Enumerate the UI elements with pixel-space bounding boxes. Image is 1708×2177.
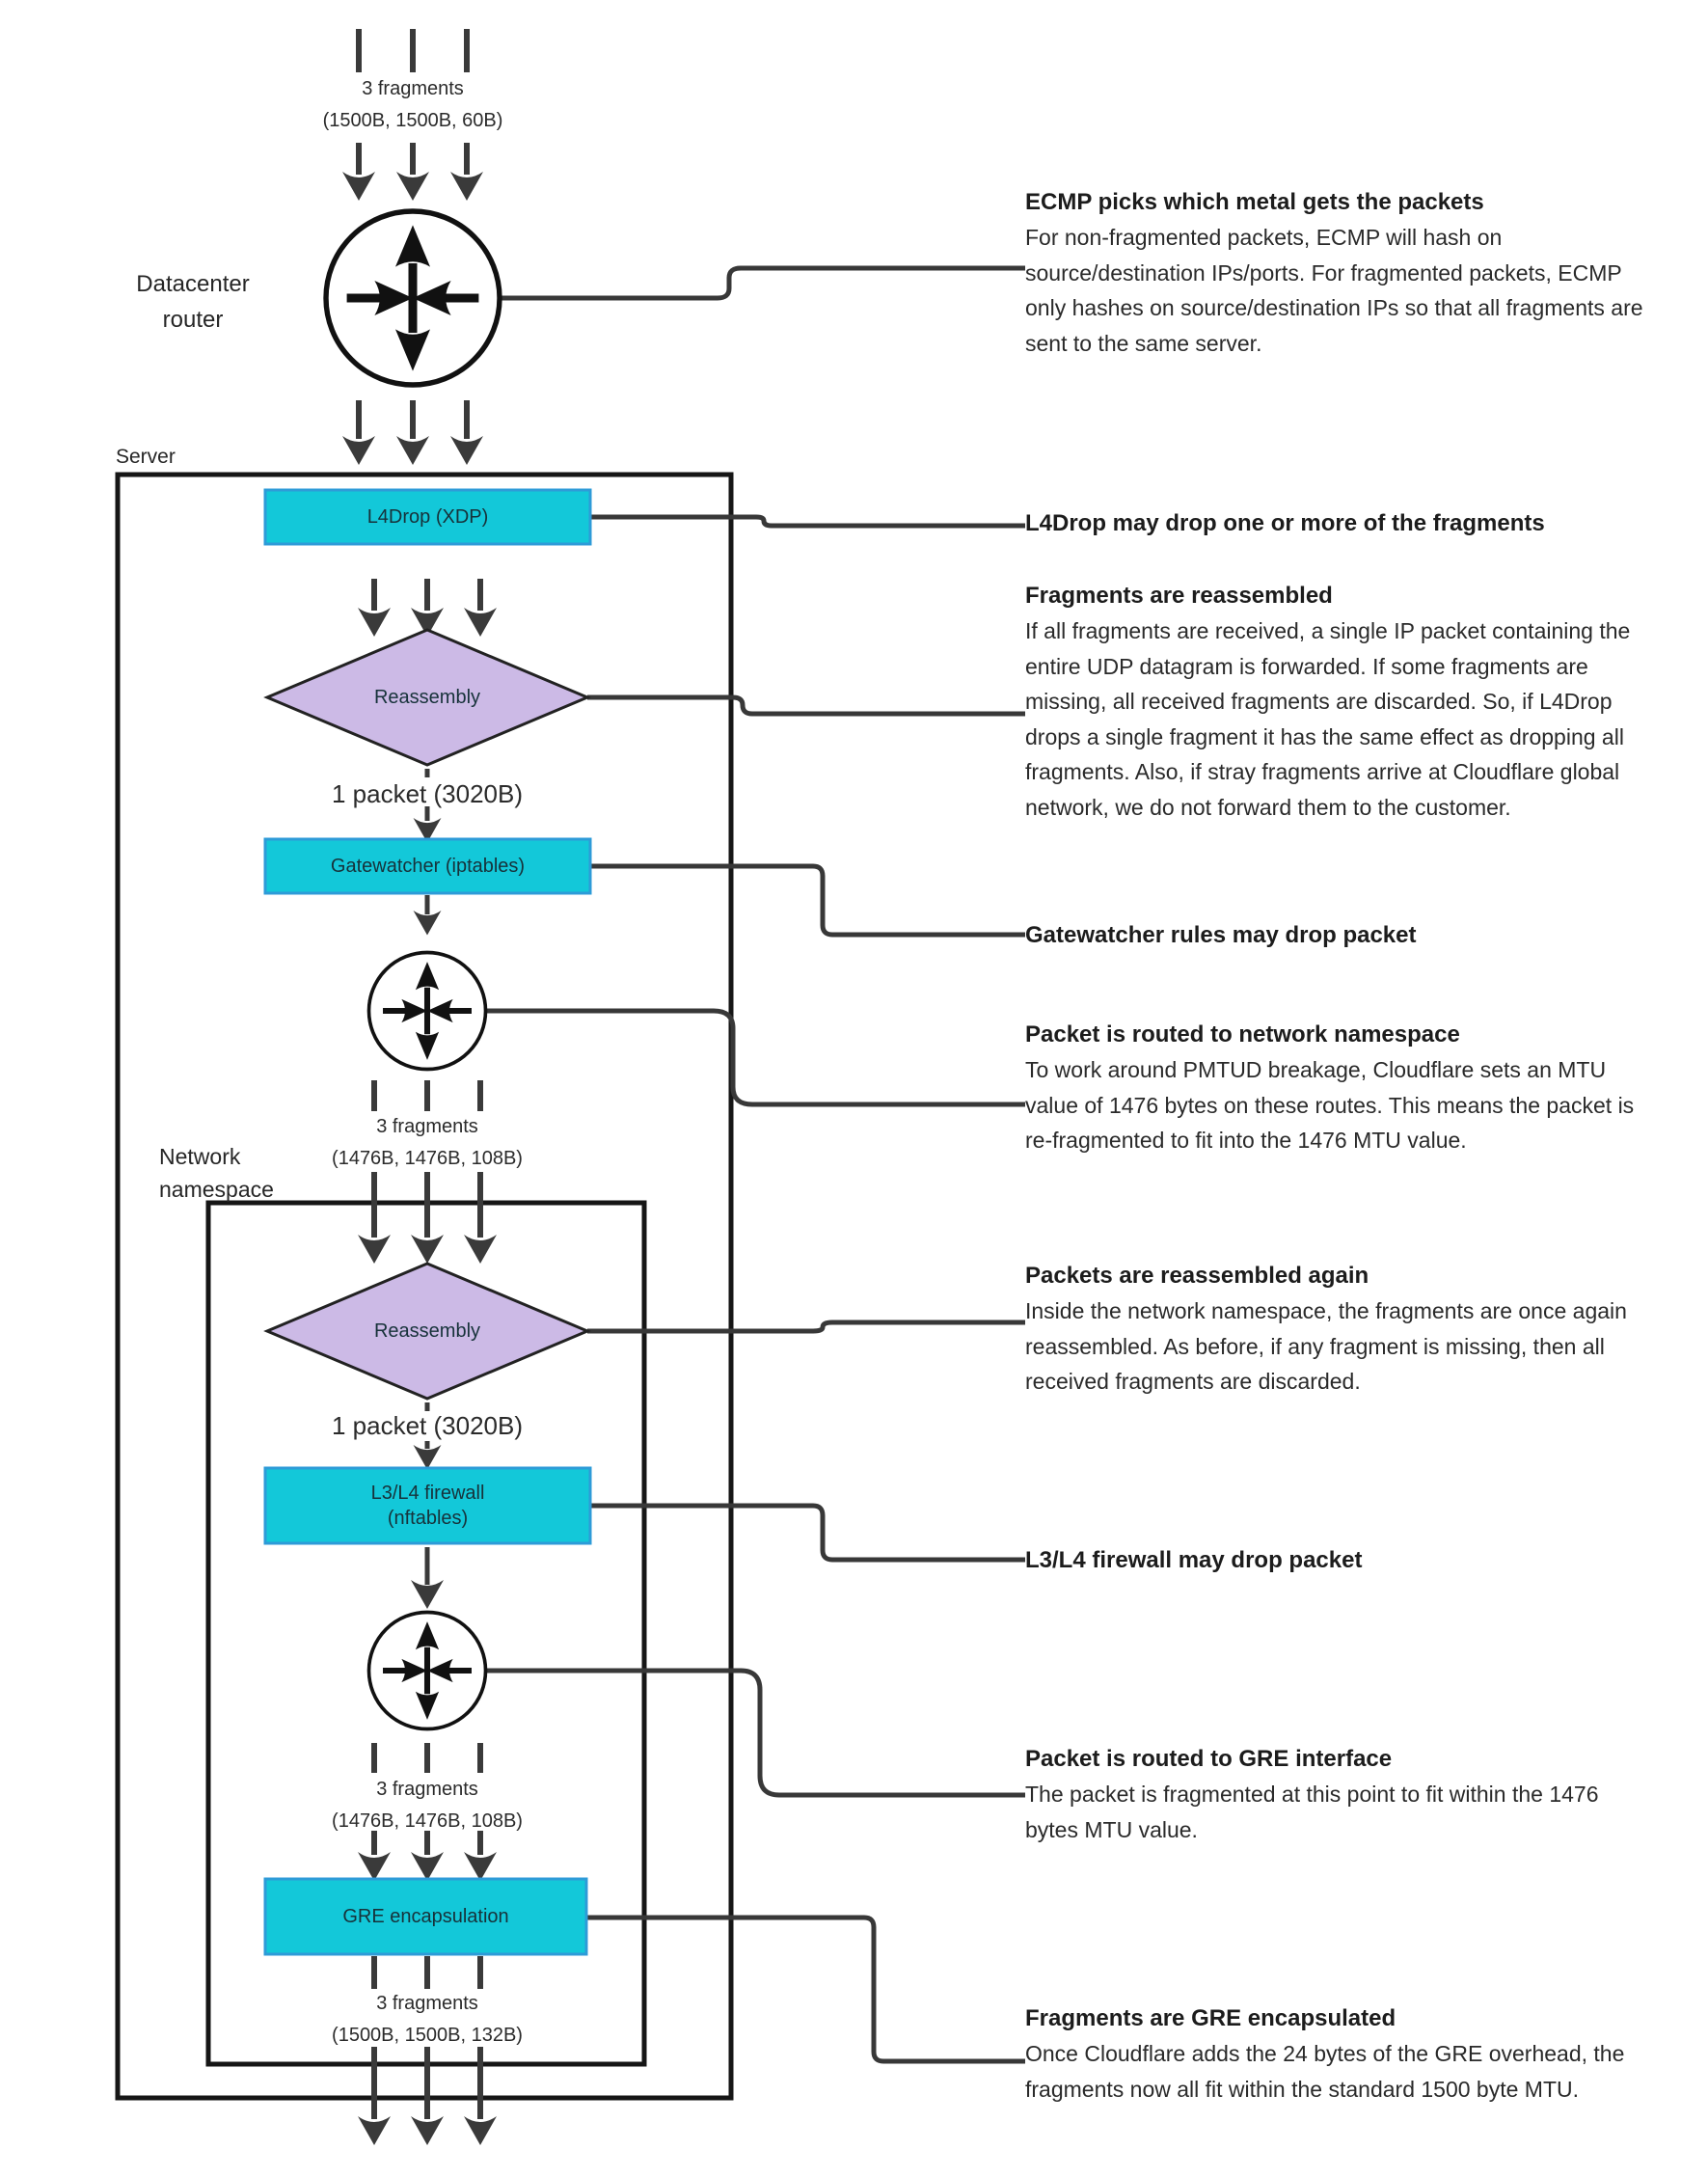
gatewatcher-label: Gatewatcher (iptables) [330, 856, 526, 877]
connector-gatewatcher [590, 866, 1025, 935]
server-label: Server [116, 446, 176, 468]
top-fragments-label: 3 fragments (1500B, 1500B, 60B) [322, 78, 503, 131]
packet-label-2: 1 packet (3020B) [331, 1411, 523, 1440]
connector-reassembly-1 [587, 697, 1025, 714]
gre-output-lines [374, 1956, 480, 1989]
incoming-fragment-dashes [359, 29, 467, 72]
namespace-fragments-label: 3 fragments (1476B, 1476B, 108B) [332, 1779, 523, 1832]
arrow-to-router-3 [411, 1547, 444, 1609]
reassembly-label-1: Reassembly [373, 687, 481, 708]
arrow-to-router-2 [414, 895, 442, 936]
datacenter-router-label: Datacenter router [136, 271, 250, 333]
note-routed-namespace: Packet is routed to network namespace To work around PMTUD breakage, Cloudflare sets an MTU value of 1476 bytes on these routes. This means the packet is re-fragmented to fit into the 1476 MTU value. [1025, 1021, 1635, 1153]
packet-label-1: 1 packet (3020B) [331, 779, 523, 808]
gre-label: GRE encapsulation [342, 1906, 509, 1927]
note-reassembled-again: Packets are reassembled again Inside the network namespace, the fragments are once again reassembled. As before, if any fragment is missing, then all received fragments are discarded. [1025, 1263, 1627, 1394]
connector-firewall [590, 1506, 1025, 1560]
fragment-dashes-2 [374, 1080, 480, 1111]
datacenter-router-icon [326, 211, 500, 385]
note-ecmp: ECMP picks which metal gets the packets For non-fragmented packets, ECMP will hash on source/destination IPs/ports. For fragmented packets, ECMP only hashes on source/destination IPs so that all fragments are sent to the same server. [1025, 189, 1643, 356]
network-namespace-label: Network namespace [159, 1144, 274, 1202]
note-reassembled: Fragments are reassembled If all fragments are received, a single IP packet containing the entire UDP datagram is forwarded. If some fragments are missing, all received fragments are discarded. So, if L4Drop drops a single fragment it has the same effect as dropping all fragments. Also, if stray fragments arrive at Cloudflare global network, we do not forward them to the customer. [1025, 583, 1631, 820]
arrow-to-gatewatcher [414, 806, 442, 843]
fragment-dashes-3 [374, 1743, 480, 1773]
server-router-icon [369, 953, 486, 1070]
connector-gre-encap [586, 1918, 1025, 2061]
firewall-label: L3/L4 firewall (nftables) [370, 1483, 485, 1529]
reassembly-label-2: Reassembly [373, 1320, 481, 1342]
arrow-to-firewall [414, 1441, 442, 1470]
note-gre-interface: Packet is routed to GRE interface The packet is fragmented at this point to fit within the 1476 bytes MTU value. [1025, 1746, 1599, 1842]
note-firewall: L3/L4 firewall may drop packet [1025, 1547, 1363, 1573]
l4drop-label: L4Drop (XDP) [366, 506, 489, 528]
arrows-into-server [342, 400, 483, 465]
server-fragments-label: 3 fragments (1476B, 1476B, 108B) [332, 1116, 523, 1169]
note-gatewatcher: Gatewatcher rules may drop packet [1025, 922, 1417, 948]
arrows-into-gre [358, 1831, 497, 1881]
connector-l4drop [590, 517, 1025, 526]
note-l4drop: L4Drop may drop one or more of the fragments [1025, 510, 1545, 536]
output-fragments-label: 3 fragments (1500B, 1500B, 132B) [332, 1993, 523, 2046]
namespace-router-icon [369, 1613, 486, 1729]
arrows-into-namespace [358, 1172, 497, 1264]
connector-reassembly-2 [587, 1322, 1025, 1331]
arrows-into-router [342, 143, 483, 201]
note-gre-encapsulated: Fragments are GRE encapsulated Once Cloudflare adds the 24 bytes of the GRE overhead, the fragments now all fit within the standard 1500 byte MTU. [1025, 2005, 1625, 2102]
arrows-l4drop-to-reassembly [358, 579, 497, 637]
connector-ecmp [501, 268, 1025, 298]
connector-route-namespace [485, 1011, 1025, 1104]
